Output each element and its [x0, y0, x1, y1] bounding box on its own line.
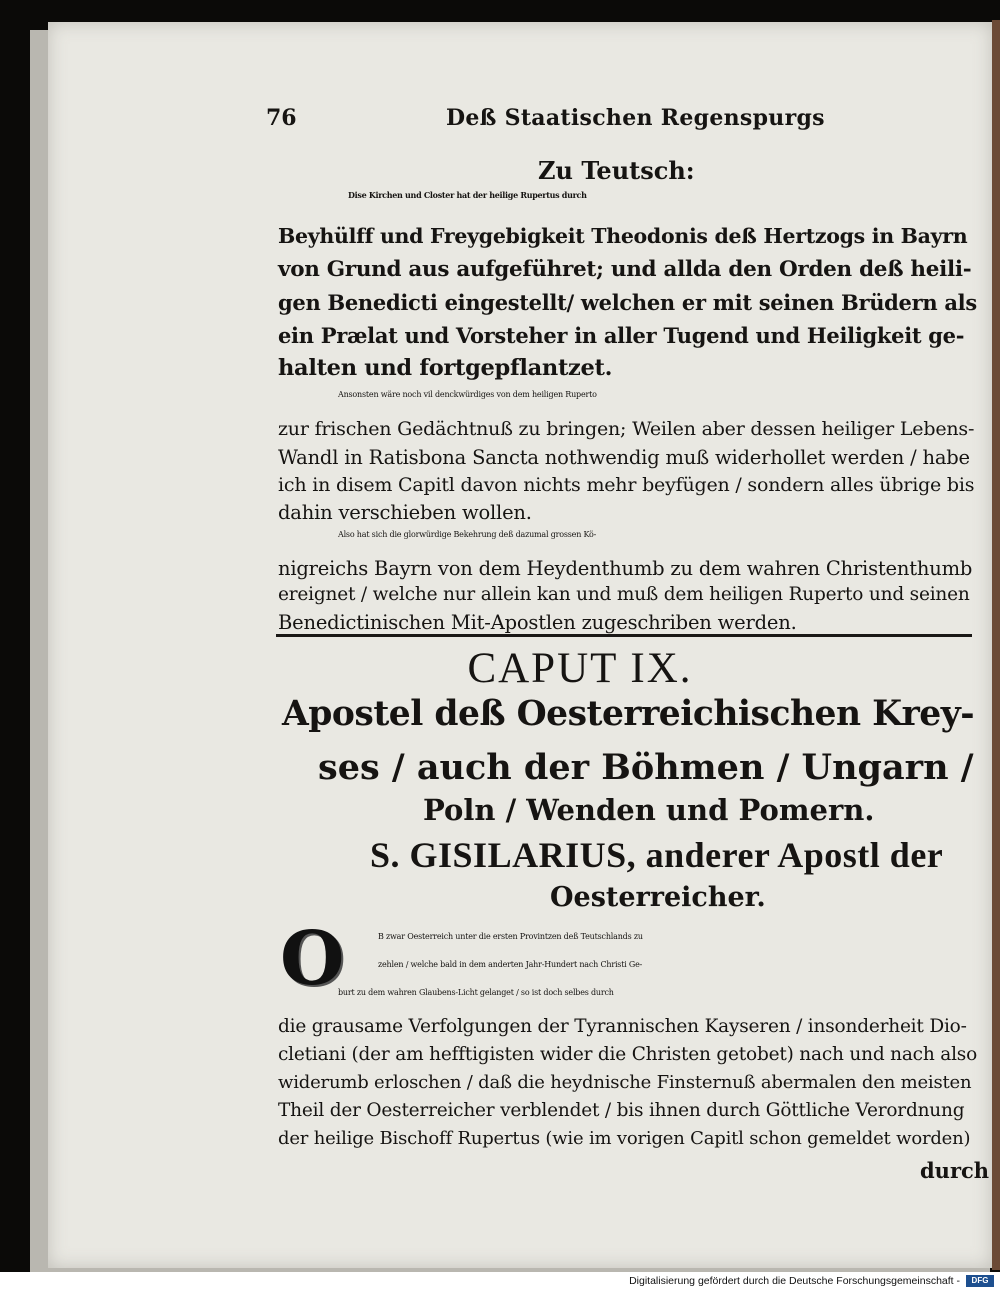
- chapter-subtitle-line: S. GISILARIUS, anderer Apostl der: [370, 835, 944, 875]
- text-line: zur frischen Gedächtnuß zu bringen; Weilen aber dessen heiliger Lebens-: [278, 418, 975, 440]
- text-line: Wandl in Ratisbona Sancta nothwendig muß widerhollet werden / habe: [278, 446, 970, 469]
- text-line: dahin verschieben wollen.: [278, 501, 532, 524]
- text-line: burt zu dem wahren Glaubens-Licht gelanget / so ist doch selbes durch: [338, 988, 614, 997]
- text-line: widerumb erloschen / daß die heydnische Finsternuß abermalen den meisten: [278, 1072, 972, 1093]
- text-line: der heilige Bischoff Rupertus (wie im vorigen Capitl schon gemeldet worden): [278, 1128, 971, 1149]
- dfg-logo: DFG: [966, 1275, 994, 1287]
- chapter-title-line: Poln / Wenden und Pomern.: [423, 793, 875, 827]
- text-line: ich in disem Capitl davon nichts mehr beyfügen / sondern alles übrige bis: [278, 474, 975, 496]
- running-head: [266, 105, 826, 137]
- text-line: Beyhülff und Freygebigkeit Theodonis deß Hertzogs in Bayrn: [278, 224, 968, 248]
- text-line: ein Prælat und Vorsteher in aller Tugend und Heiligkeit ge-: [278, 323, 965, 348]
- text-line: halten und fortgepflantzet.: [278, 355, 613, 381]
- book-edge: [992, 20, 1000, 1270]
- text-line: zehlen / welche bald in dem anderten Jahr-Hundert nach Christi Ge-: [378, 960, 643, 969]
- digitization-footer: [0, 1272, 1000, 1291]
- text-line: gen Benedicti eingestellt/ welchen er mit seinen Brüdern als: [278, 290, 977, 315]
- chapter-title-line: ses / auch der Böhmen / Ungarn /: [318, 747, 974, 788]
- text-line: cletiani (der am hefftigisten wider die Christen getobet) nach und nach also: [278, 1044, 978, 1065]
- text-line: nigreichs Bayrn von dem Heydenthumb zu dem wahren Christenthumb: [278, 557, 973, 580]
- text-line: ereignet / welche nur allein kan und muß dem heiligen Ruperto und seinen: [278, 584, 970, 605]
- section-divider: [276, 634, 972, 637]
- text-line: von Grund aus aufgeführet; und allda den Orden deß heili-: [278, 257, 972, 282]
- text-line: Benedictinischen Mit-Apostlen zugeschriben werden.: [278, 611, 797, 634]
- text-line: Theil der Oesterreicher verblendet / bis ihnen durch Göttliche Verordnung: [278, 1100, 965, 1121]
- book-page: [48, 22, 992, 1268]
- text-line: die grausame Verfolgungen der Tyrannischen Kayseren / insonderheit Dio-: [278, 1016, 967, 1037]
- catchword: durch: [920, 1158, 990, 1183]
- chapter-number: CAPUT IX.: [467, 645, 693, 692]
- running-title: Deß Staatischen Regenspurgs: [446, 105, 825, 131]
- text-line: Ansonsten wäre noch vil denckwürdiges von dem heiligen Ruperto: [338, 390, 597, 399]
- page-number: 76: [266, 105, 297, 131]
- drop-cap-initial: O: [280, 916, 345, 1002]
- section-heading: Zu Teutsch:: [538, 156, 695, 185]
- funding-credit: Digitalisierung gefördert durch die Deutsche Forschungsgemeinschaft -: [629, 1275, 960, 1287]
- text-line: Also hat sich die glorwürdige Bekehrung deß dazumal grossen Kö-: [338, 530, 597, 539]
- page-text: [48, 22, 992, 1268]
- chapter-title-line: Apostel deß Oesterreichischen Krey-: [282, 694, 975, 734]
- chapter-subtitle-line: Oesterreicher.: [550, 882, 766, 913]
- text-line: Dise Kirchen und Closter hat der heilige Rupertus durch: [348, 190, 587, 200]
- text-line: B zwar Oesterreich unter die ersten Provintzen deß Teutschlands zu: [378, 932, 643, 941]
